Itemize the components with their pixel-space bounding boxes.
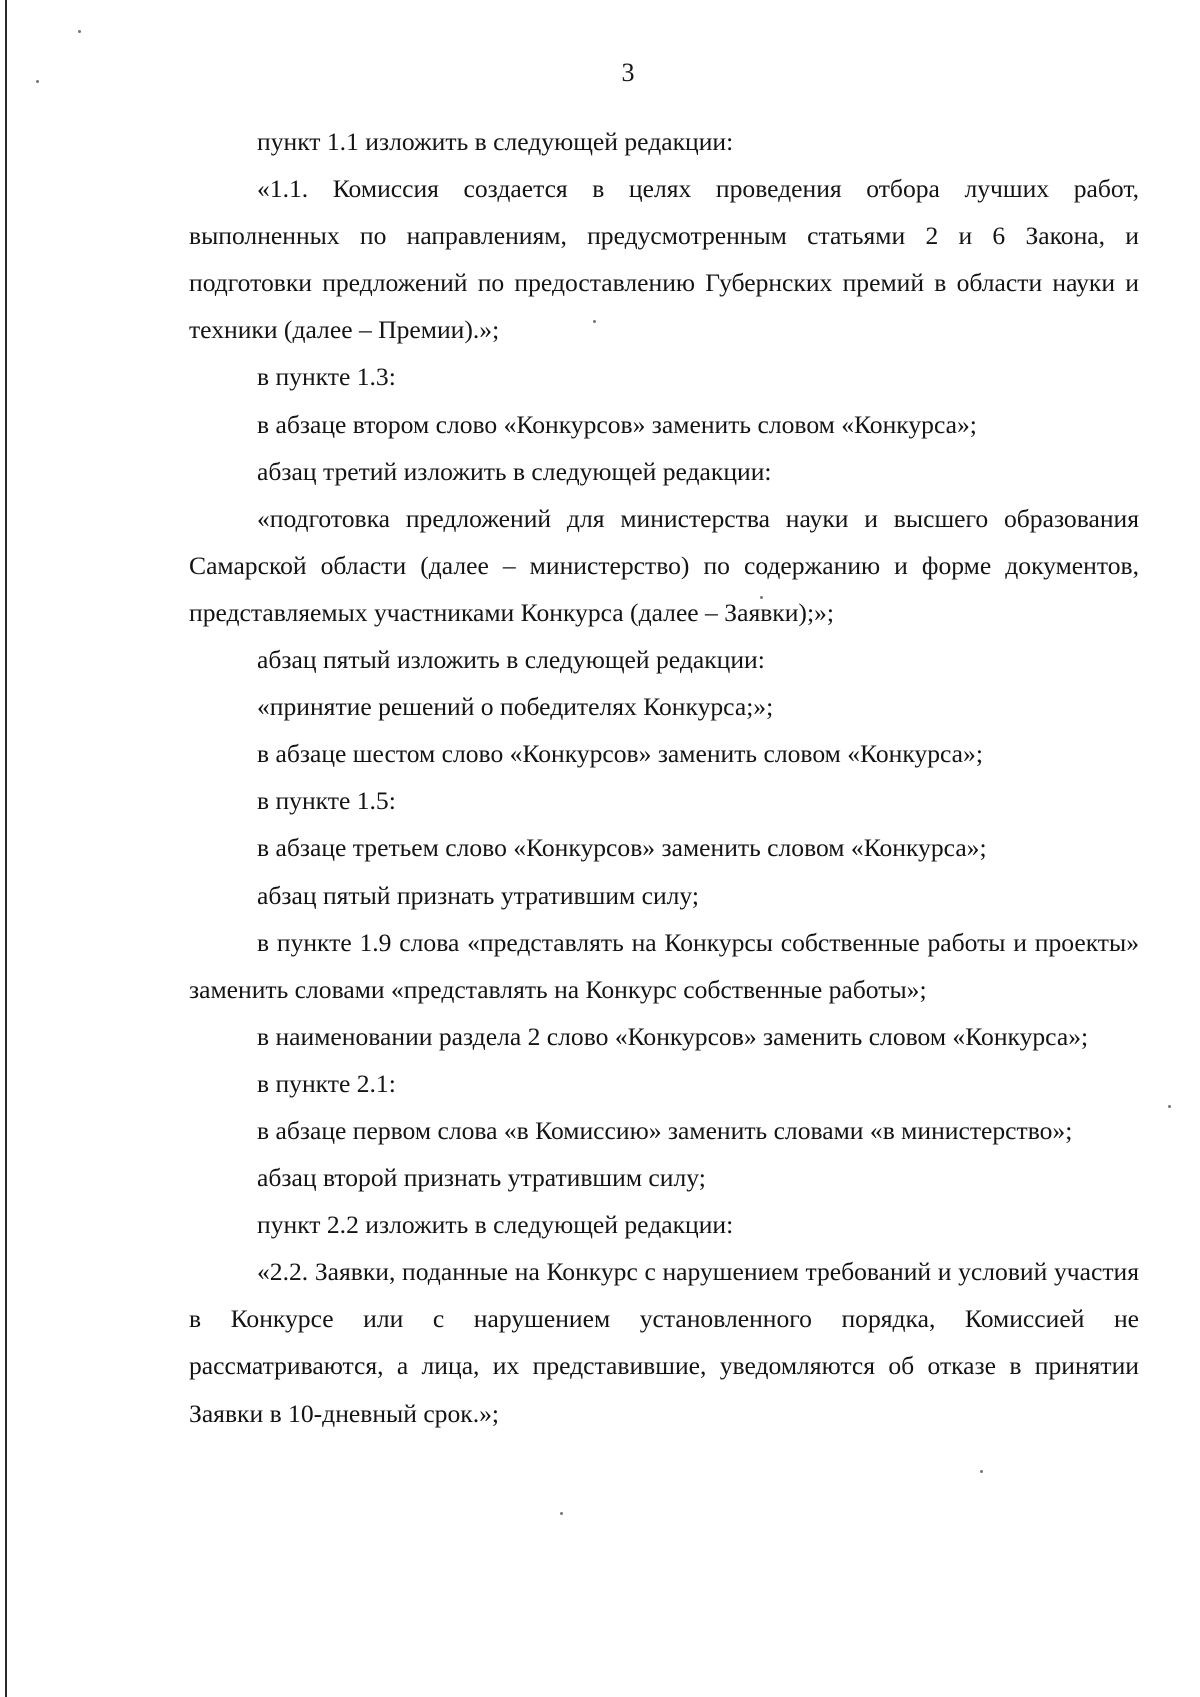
paragraph: в пункте 2.1: <box>257 1068 396 1098</box>
paragraph: «подготовка предложений для министерства науки и высшего образования Самарской области (далее – министерство) по содержанию и форме документов, представляемых участниками Конкурса (далее – Заявки);»; <box>189 503 1139 627</box>
paragraph: «2.2. Заявки, поданные на Конкурс с нарушением требований и условий участия в Конкурсе или с нарушением установленного порядка, Комиссией не рассматриваются, а лица, их представившие, уведомляются об отказе в принятии Заявки в 10-дневный срок.»; <box>189 1257 1139 1428</box>
paragraph: в абзаце втором слово «Конкурсов» заменить словом «Конкурса»; <box>257 409 977 439</box>
scan-speck <box>560 1512 563 1515</box>
paragraph: «принятие решений о победителях Конкурса;»; <box>257 692 774 722</box>
paragraph: пункт 1.1 изложить в следующей редакции: <box>257 127 734 156</box>
paragraph: в пункте 1.9 слова «представлять на Конкурсы собственные работы и проекты» заменить словами «представлять на Конкурс собственные работы»; <box>189 927 1139 1004</box>
paragraph: в пункте 1.5: <box>257 786 396 816</box>
paragraph: в абзаце третьем слово «Конкурсов» заменить словом «Конкурса»; <box>257 833 987 863</box>
scan-speck <box>78 30 81 33</box>
paragraph: абзац пятый изложить в следующей редакции: <box>257 645 765 675</box>
paragraph: абзац третий изложить в следующей редакции: <box>257 456 772 486</box>
page-number: 3 <box>621 58 635 87</box>
paragraph: абзац второй признать утратившим силу; <box>257 1163 706 1193</box>
paragraph: абзац пятый признать утратившим силу; <box>257 880 699 910</box>
paragraph: в наименовании раздела 2 слово «Конкурсов» заменить словом «Конкурса»; <box>257 1021 1089 1051</box>
paragraph: «1.1. Комиссия создается в целях проведения отбора лучших работ, выполненных по направлениям, предусмотренным статьями 2 и 6 Закона, и подготовки предложений по предоставлению Губернских премий в области науки и техники (далее – Премии).»; <box>189 174 1139 345</box>
scan-speck <box>980 1470 983 1473</box>
scan-speck <box>1168 1105 1171 1108</box>
paragraph: в пункте 1.3: <box>257 362 396 392</box>
paragraph: в абзаце первом слова «в Комиссию» заменить словами «в министерство»; <box>257 1115 1073 1145</box>
body-text <box>189 118 1139 1437</box>
binding-edge-line <box>5 0 7 1697</box>
paragraph: в абзаце шестом слово «Конкурсов» заменить словом «Конкурса»; <box>257 739 983 769</box>
paragraph: пункт 2.2 изложить в следующей редакции: <box>257 1210 734 1240</box>
